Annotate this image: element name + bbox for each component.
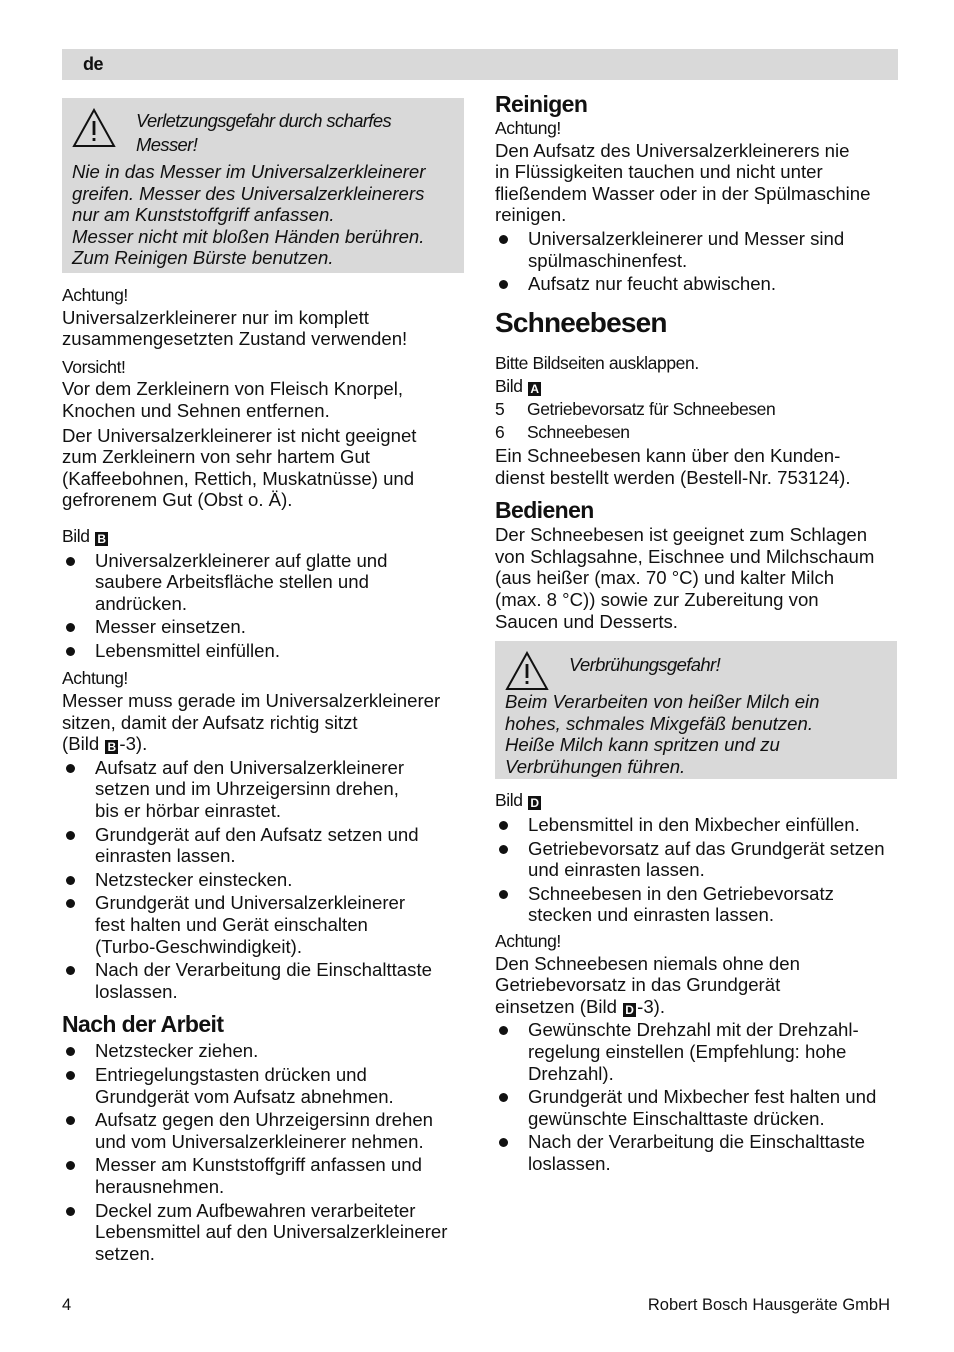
list-item: Messer einsetzen. — [62, 616, 464, 638]
text-line: (aus heißer (max. 70 °C) und kalter Milch — [495, 567, 835, 589]
achtung-section-2 — [62, 668, 464, 754]
warning-text — [505, 691, 885, 777]
list-item: Grundgerät auf den Aufsatz setzen und einrasten lassen. — [62, 824, 464, 867]
achtung-label: Achtung! — [495, 931, 561, 952]
steps-list-1 — [62, 550, 464, 662]
list-item: Netzstecker einstecken. — [62, 869, 464, 891]
figure-label: Bild — [62, 525, 90, 546]
warning-line: Heiße Milch kann spritzen und zu — [505, 734, 780, 756]
warning-line: Zum Reinigen Bürste benutzen. — [72, 247, 334, 269]
warning-text — [72, 161, 452, 269]
steps-list-2 — [62, 757, 464, 1003]
text-line: (Kaffeebohnen, Rettich, Muskatnüsse) und — [62, 467, 415, 489]
list-item: Nach der Verarbeitung die Einschalttaste loslassen. — [62, 959, 464, 1002]
text-line: zusammengesetzten Zustand verwenden! — [62, 328, 408, 350]
list-item: Lebensmittel einfüllen. — [62, 640, 464, 662]
figure-letter-badge: D — [528, 796, 541, 810]
warning-line: Nie in das Messer im Universalzerkleinerer — [72, 161, 426, 182]
text-line: Getriebevorsatz in das Grundgerät — [495, 974, 781, 996]
warning-line: greifen. Messer des Universalzerkleinerers — [72, 182, 425, 204]
text-line: Ein Schneebesen kann über den Kunden- — [495, 444, 841, 466]
warning-line: nur am Kunststoffgriff anfassen. — [72, 204, 335, 226]
warning-line: Beim Verarbeiten von heißer Milch ein — [505, 691, 820, 713]
whisk-steps-list-2 — [495, 1019, 897, 1174]
section-heading-schneebesen: Schneebesen — [495, 306, 667, 338]
text-line: (max. 8 °C)) sowie zur Zubereitung von — [495, 588, 819, 610]
parts-list — [495, 398, 897, 445]
list-item: Aufsatz auf den Universalzerkleinerer setzen und im Uhrzeigersinn drehen, bis er hörbar einrastet. — [62, 757, 464, 822]
list-item: 5 Getriebevorsatz für Schneebesen — [495, 398, 776, 419]
text-line: reinigen. — [495, 204, 567, 226]
text-line: zum Zerkleinern von sehr hartem Gut — [62, 446, 370, 468]
fold-out-note: Bitte Bildseiten ausklappen. — [495, 352, 699, 373]
list-item: Grundgerät und Mixbecher fest halten und gewünschte Einschalttaste drücken. — [495, 1086, 897, 1129]
list-item: Lebensmittel in den Mixbecher einfüllen. — [495, 814, 897, 836]
section-heading-nach-der-arbeit: Nach der Arbeit — [62, 1011, 224, 1038]
achtung-section-right — [495, 931, 897, 1017]
list-item: Deckel zum Aufbewahren verarbeiteter Lebensmittel auf den Universalzerkleinerer setzen. — [62, 1200, 464, 1265]
warning-triangle-icon — [72, 108, 116, 148]
right-column — [495, 91, 897, 1175]
figure-letter-badge: B — [95, 532, 108, 546]
list-item: Netzstecker ziehen. — [62, 1040, 464, 1062]
cleaning-list — [495, 228, 897, 295]
whisk-steps-list-1 — [495, 814, 897, 926]
text-line: Der Schneebesen ist geeignet zum Schlagen — [495, 524, 868, 546]
list-item: Getriebevorsatz auf das Grundgerät setzen und einrasten lassen. — [495, 838, 897, 881]
figure-ref-a: Bild A — [495, 376, 897, 398]
list-item: Grundgerät und Universalzerkleinerer fest halten und Gerät einschalten (Turbo-Geschwindigkeit). — [62, 892, 464, 957]
page-number: 4 — [62, 1296, 72, 1314]
language-code: de — [83, 54, 104, 74]
achtung-label: Achtung! — [495, 118, 561, 138]
list-item: Aufsatz nur feucht abwischen. — [495, 273, 897, 295]
vorsicht-section — [62, 357, 464, 511]
warning-box-sharp-knife — [62, 98, 464, 273]
achtung-label: Achtung! — [62, 668, 128, 689]
warning-box-scalding — [495, 641, 897, 779]
achtung-label: Achtung! — [62, 284, 128, 305]
list-item: Messer am Kunststoffgriff anfassen und herausnehmen. — [62, 1154, 464, 1197]
figure-reference: (Bild B -3). — [62, 733, 148, 755]
figure-letter-badge: D — [623, 1003, 636, 1017]
warning-line: hohes, schmales Mixgefäß benutzen. — [505, 712, 813, 734]
text-line: Vor dem Zerkleinern von Fleisch Knorpel, — [62, 378, 404, 400]
section-heading-reinigen: Reinigen — [495, 91, 588, 117]
text-line: Der Universalzerkleinerer ist nicht geeignet — [62, 424, 417, 446]
figure-letter-badge: A — [528, 382, 541, 396]
language-bar — [62, 49, 898, 80]
figure-letter-badge: B — [105, 740, 118, 754]
warning-line: Verbrühungen führen. — [505, 755, 686, 777]
left-column — [62, 96, 464, 1264]
warning-title: Verbrühungsgefahr! — [569, 654, 721, 676]
text-line: fließendem Wasser oder in der Spülmaschine — [495, 182, 871, 204]
list-item: Universalzerkleinerer und Messer sind spülmaschinenfest. — [495, 228, 897, 271]
warning-triangle-icon — [505, 651, 549, 691]
list-item: Aufsatz gegen den Uhrzeigersinn drehen und vom Universalzerkleinerer nehmen. — [62, 1109, 464, 1152]
list-item: Universalzerkleinerer auf glatte und saubere Arbeitsfläche stellen und andrücken. — [62, 550, 464, 615]
text-line: dienst bestellt werden (Bestell-Nr. 753124). — [495, 466, 851, 488]
figure-ref-d: Bild D — [495, 790, 897, 812]
figure-reference: einsetzen (Bild D -3). — [495, 995, 666, 1017]
text-line: Messer muss gerade im Universalzerkleinerer — [62, 690, 441, 712]
list-item: Schneebesen in den Getriebevorsatz stecken und einrasten lassen. — [495, 883, 897, 926]
text-line: Den Schneebesen niemals ohne den — [495, 952, 800, 974]
text-line: gefrorenem Gut (Obst o. Ä). — [62, 489, 293, 511]
achtung-section-1 — [62, 285, 464, 350]
list-item: 6 Schneebesen — [495, 422, 630, 443]
text-line: sitzen, damit der Aufsatz richtig sitzt — [62, 711, 358, 733]
text-line: Saucen und Desserts. — [495, 610, 678, 632]
figure-ref-b — [62, 526, 464, 548]
list-item: Gewünschte Drehzahl mit der Drehzahl- regelung einstellen (Empfehlung: hohe Drehzahl). — [495, 1019, 897, 1084]
steps-list-3 — [62, 1040, 464, 1264]
text-line: von Schlagsahne, Eischnee und Milchschaum — [495, 545, 875, 567]
warning-title: Verletzungsgefahr durch scharfes Messer! — [136, 110, 392, 155]
text-line: Den Aufsatz des Universalzerkleinerers nie — [495, 139, 850, 161]
section-heading-bedienen: Bedienen — [495, 497, 594, 524]
list-item: Nach der Verarbeitung die Einschalttaste loslassen. — [495, 1131, 897, 1174]
footer-company: Robert Bosch Hausgeräte GmbH — [647, 1296, 890, 1314]
list-item: Entriegelungstasten drücken und Grundgerät vom Aufsatz abnehmen. — [62, 1064, 464, 1107]
text-line: in Flüssigkeiten tauchen und nicht unter — [495, 161, 823, 183]
text-line: Universalzerkleinerer nur im komplett — [62, 306, 369, 328]
vorsicht-label: Vorsicht! — [62, 356, 126, 377]
warning-line: Messer nicht mit bloßen Händen berühren. — [72, 225, 425, 247]
text-line: Knochen und Sehnen entfernen. — [62, 399, 330, 421]
